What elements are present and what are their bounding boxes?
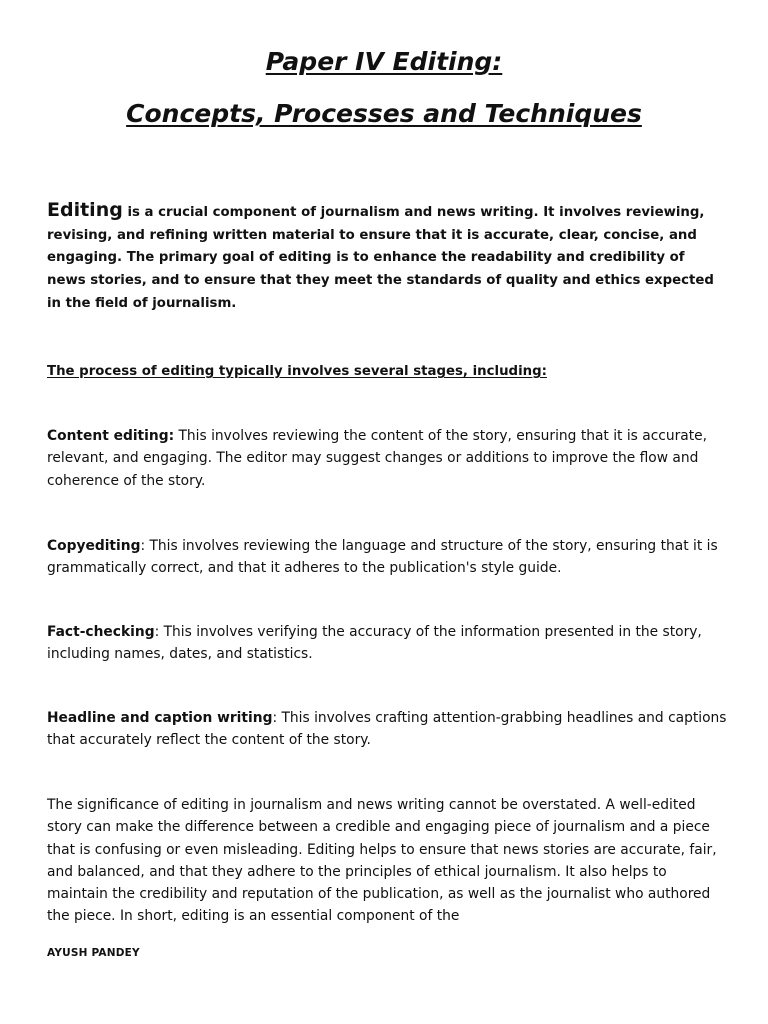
intro-lead-word: Editing bbox=[47, 199, 123, 221]
stage-description: : This involves verifying the accuracy of the information presented in the story, including names, dates, and statistics. bbox=[47, 624, 702, 663]
stage-description: This involves reviewing the content of the story, ensuring that it is accurate, relevant, and engaging. The editor may suggest changes or additions to improve the flow and coherence of the story. bbox=[47, 428, 708, 489]
intro-text: is a crucial component of journalism and news writing. It involves reviewing, revising, and refining written material to ensure that it is accurate, clear, concise, and engaging. The primary goal of editing is to enhance the readability and credibility of news stories, and to ensure that they meet the standards of quality and ethics expected in the field of journalism. bbox=[47, 205, 714, 311]
stage-term: Copyediting bbox=[47, 538, 141, 554]
stage-headline-caption-writing bbox=[47, 707, 727, 752]
stages-heading: The process of editing typically involves several stages, including: bbox=[47, 364, 547, 379]
stage-fact-checking bbox=[47, 621, 727, 666]
stage-content-editing bbox=[47, 425, 727, 492]
document-title: Paper IV Editing: bbox=[265, 47, 503, 76]
stage-description: : This involves reviewing the language and structure of the story, ensuring that it is grammatically correct, and that it adheres to the publication's style guide. bbox=[47, 538, 718, 577]
document-subtitle: Concepts, Processes and Techniques bbox=[126, 99, 642, 128]
stage-term: Fact-checking bbox=[47, 624, 155, 640]
stage-term: Headline and caption writing bbox=[47, 710, 273, 726]
stage-term: Content editing: bbox=[47, 428, 175, 444]
significance-paragraph: The significance of editing in journalism and news writing cannot be overstated. A well-edited story can make the difference between a credible and engaging piece of journalism and a piece that is confusing or even misleading. Editing helps to ensure that news stories are accurate, fair, and balanced, and that they adhere to the principles of ethical journalism. It also helps to maintain the credibility and reputation of the publication, as well as the journalist who authored the piece. In short, editing is an essential component of the bbox=[47, 797, 717, 925]
stage-description: : This involves crafting attention-grabbing headlines and captions that accurately reflect the content of the story. bbox=[47, 710, 727, 749]
stage-copyediting bbox=[47, 535, 727, 580]
intro-paragraph bbox=[47, 199, 727, 316]
footer-author: AYUSH PANDEY bbox=[47, 947, 140, 959]
